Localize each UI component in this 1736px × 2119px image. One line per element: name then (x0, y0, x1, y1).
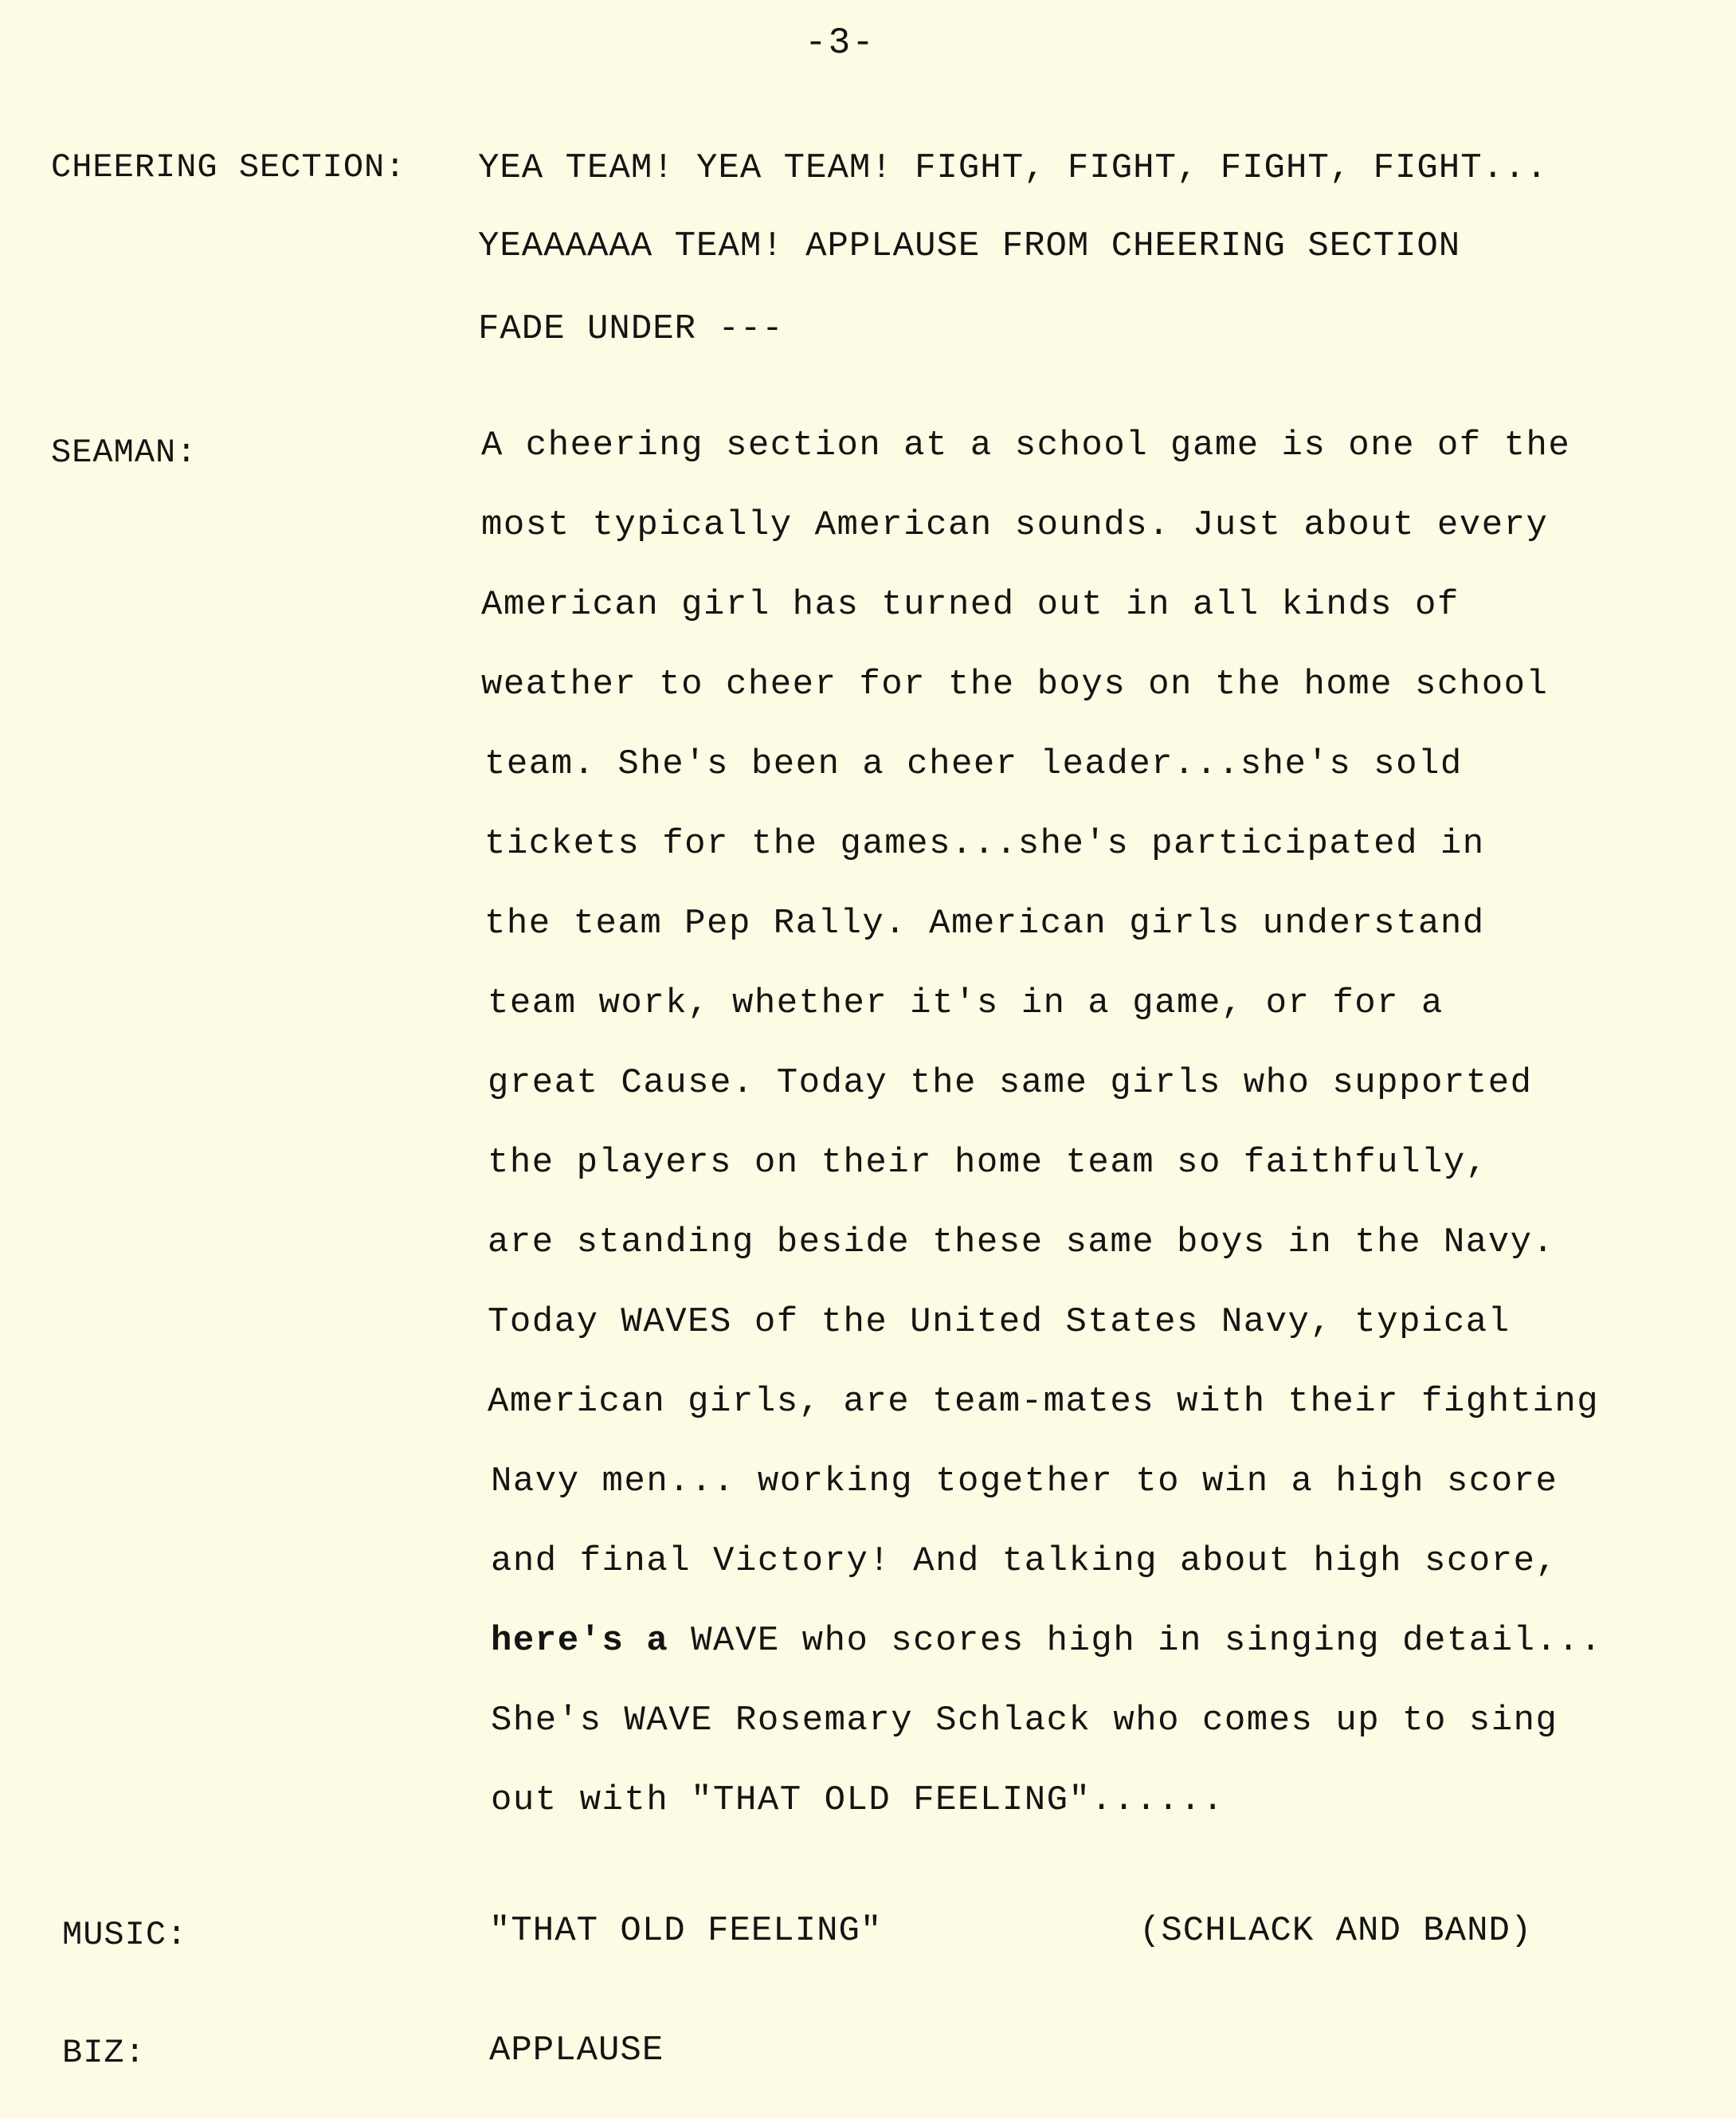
seaman-line: the players on their home team so faithfully, (488, 1143, 1488, 1183)
music-label: MUSIC: (62, 1916, 188, 1954)
cheering-line: YEAAAAAA TEAM! APPLAUSE FROM CHEERING SECTION (478, 226, 1461, 266)
seaman-line: team. She's been a cheer leader...she's sold (484, 744, 1463, 784)
seaman-label: SEAMAN: (51, 434, 198, 472)
seaman-line: She's WAVE Rosemary Schlack who comes up to sing (491, 1701, 1558, 1740)
music-title: "THAT OLD FEELING" (489, 1911, 883, 1951)
bold-prefix: here's a (491, 1621, 669, 1661)
seaman-line-bold-start (491, 1621, 1602, 1661)
seaman-line: A cheering section at a school game is one of the (481, 426, 1571, 465)
seaman-line: out with "THAT OLD FEELING"...... (491, 1780, 1225, 1820)
seaman-line-rest: WAVE who scores high in singing detail... (691, 1621, 1603, 1661)
seaman-line: tickets for the games...she's participated in (484, 824, 1485, 864)
seaman-line: most typically American sounds. Just about every (481, 505, 1549, 545)
seaman-line: great Cause. Today the same girls who supported (488, 1063, 1533, 1103)
seaman-line: weather to cheer for the boys on the home school (481, 665, 1549, 704)
biz-label: BIZ: (62, 2034, 146, 2072)
biz-text: APPLAUSE (489, 2031, 664, 2070)
seaman-line: team work, whether it's in a game, or for a (488, 983, 1444, 1023)
seaman-line: are standing beside these same boys in the Navy. (488, 1222, 1555, 1262)
seaman-line: and final Victory! And talking about high score, (491, 1541, 1558, 1581)
page-number: -3- (805, 22, 876, 64)
cheering-line: FADE UNDER --- (478, 309, 784, 349)
cheering-section-label: CHEERING SECTION: (51, 148, 406, 186)
seaman-line: American girl has turned out in all kinds of (481, 585, 1460, 625)
seaman-line: the team Pep Rally. American girls understand (484, 904, 1485, 944)
seaman-line: Navy men... working together to win a high score (491, 1462, 1558, 1501)
seaman-line: Today WAVES of the United States Navy, typical (488, 1302, 1511, 1342)
music-performers: (SCHLACK AND BAND) (1139, 1911, 1533, 1951)
cheering-line: YEA TEAM! YEA TEAM! FIGHT, FIGHT, FIGHT, FIGHT... (478, 148, 1548, 188)
seaman-line: American girls, are team-mates with their fighting (488, 1382, 1600, 1422)
